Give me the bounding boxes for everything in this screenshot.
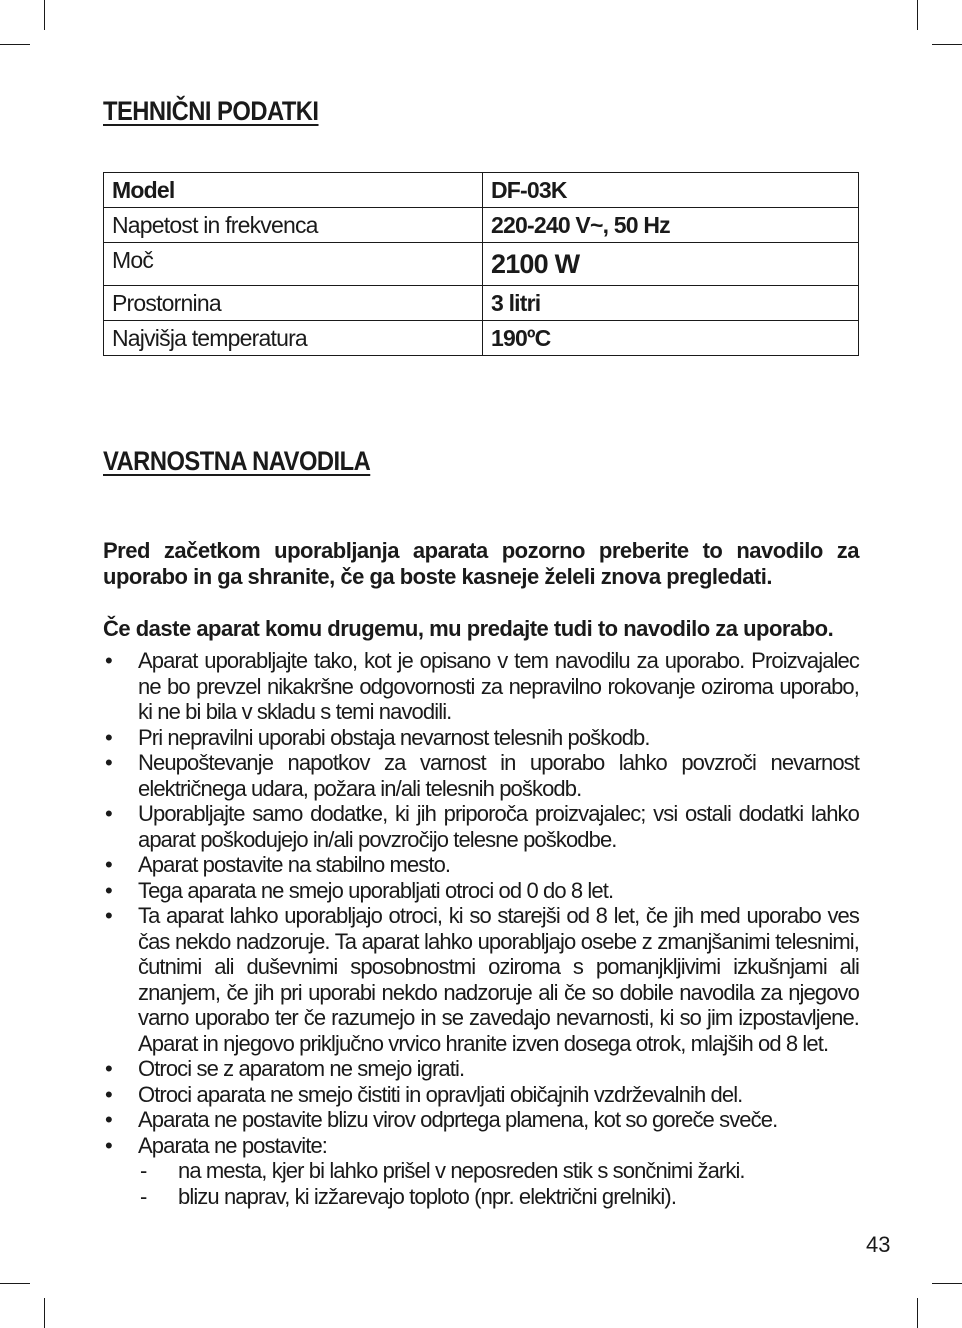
list-item [103,1082,859,1108]
bullet-icon: • [105,903,112,928]
bullet-icon: • [105,648,112,673]
crop-mark [44,0,45,30]
list-item [103,648,859,725]
bullet-icon: • [105,1081,112,1107]
bullet-icon: • [105,801,112,826]
list-item [103,878,859,904]
intro-paragraph: Pred začetkom uporabljanja aparata pozorno preberite to navodilo za uporabo in ga shranite, če ga boste kasneje želeli znova pregledati. [103,538,859,589]
bullet-icon: • [105,877,112,903]
spec-value: 220-240 V~, 50 Hz [483,208,859,243]
list-item-text: Ta aparat lahko uporabljajo otroci, ki so starejši od 8 let, če jih med uporabo ves čas nekdo nadzoruje. Ta aparat lahko uporabljajo osebe z zmanjšanimi telesnimi, čutnimi ali duševnimi sposobnostmi oziroma s pomanjkljivimi izkušnjami ali znanjem, če jih pri uporabi nekdo nadzoruje ali če so dobile navodila za njegovo varno uporabo ter če razumejo in se zavedajo nevarnosti, ki so jim izpostavljene. Aparat in njegovo priključno vrvico hranite izven dosega otrok, mlajših od 8 let. [138,903,859,1056]
list-item-text: Tega aparata ne smejo uporabljati otroci od 0 do 8 let. [138,877,614,903]
sub-list-item-text: na mesta, kjer bi lahko prišel v neposreden stik s sončnimi žarki. [178,1158,745,1183]
spec-value: 190ºC [483,321,859,356]
spec-value: DF-03K [483,173,859,208]
sub-list-item [138,1184,859,1210]
crop-mark [932,44,962,45]
spec-label: Najvišja temperatura [104,321,483,356]
list-item-text: Aparat uporabljajte tako, kot je opisano v tem navodilu za uporabo. Proizvajalec ne bo prevzel nikakršne odgovornosti za nepravilno rokovanje oziroma uporabo, ki ne bi bila v skladu s temi navodili. [138,648,859,724]
table-row [104,208,859,243]
list-item [103,1107,859,1133]
list-item [103,1133,859,1210]
crop-mark [917,0,918,30]
list-item [103,801,859,852]
dash-icon: - [140,1158,147,1183]
dash-icon: - [140,1183,147,1209]
spec-label: Moč [104,243,483,286]
page-number: 43 [866,1232,891,1257]
list-item-text: Aparata ne postavite blizu virov odprtega plamena, kot so goreče sveče. [138,1107,778,1132]
list-item [103,903,859,1056]
list-item [103,852,859,878]
sub-list-item-text: blizu naprav, ki izžarevajo toploto (npr. električni grelniki). [178,1183,677,1209]
spec-value: 2100 W [483,243,859,286]
list-item [103,725,859,751]
table-row [104,286,859,321]
tech-data-heading: TEHNIČNI PODATKI [103,96,319,126]
crop-mark [932,1283,962,1284]
bullet-icon: • [105,1107,112,1132]
table-row [104,243,859,286]
crop-mark [0,44,30,45]
bullet-icon: • [105,1056,112,1081]
crop-mark [917,1298,918,1328]
crop-mark [0,1283,30,1284]
list-item [103,750,859,801]
crop-mark [44,1298,45,1328]
sub-list [138,1158,859,1209]
list-item-text: Neupoštevanje napotkov za varnost in uporabo lahko povzroči nevarnost električnega udara, požara in/ali telesnih poškodb. [138,750,859,801]
handover-paragraph: Če daste aparat komu drugemu, mu predajte tudi to navodilo za uporabo. [103,616,834,641]
spec-label: Model [104,173,483,208]
list-item [103,1056,859,1082]
list-item-text: Otroci aparata ne smejo čistiti in opravljati običajnih vzdrževalnih del. [138,1081,743,1107]
list-item-text: Aparat postavite na stabilno mesto. [138,852,451,877]
bullet-icon: • [105,852,112,877]
safety-list [103,648,859,1209]
spec-label: Prostornina [104,286,483,321]
list-item-text: Uporabljajte samo dodatke, ki jih priporoča proizvajalec; vsi ostali dodatki lahko aparat poškodujejo in/ali povzročijo telesne poškodbe. [138,801,859,852]
sub-list-item [138,1158,859,1184]
table-row [104,173,859,208]
spec-label: Napetost in frekvenca [104,208,483,243]
safety-heading: VARNOSTNA NAVODILA [103,446,371,476]
spec-value: 3 litri [483,286,859,321]
table-row [104,321,859,356]
bullet-icon: • [105,1132,112,1158]
bullet-icon: • [105,750,112,775]
spec-table [103,172,859,356]
list-item-text: Otroci se z aparatom ne smejo igrati. [138,1056,465,1081]
bullet-icon: • [105,724,112,750]
list-item-text: Aparata ne postavite: [138,1132,328,1158]
list-item-text: Pri nepravilni uporabi obstaja nevarnost telesnih poškodb. [138,724,650,750]
